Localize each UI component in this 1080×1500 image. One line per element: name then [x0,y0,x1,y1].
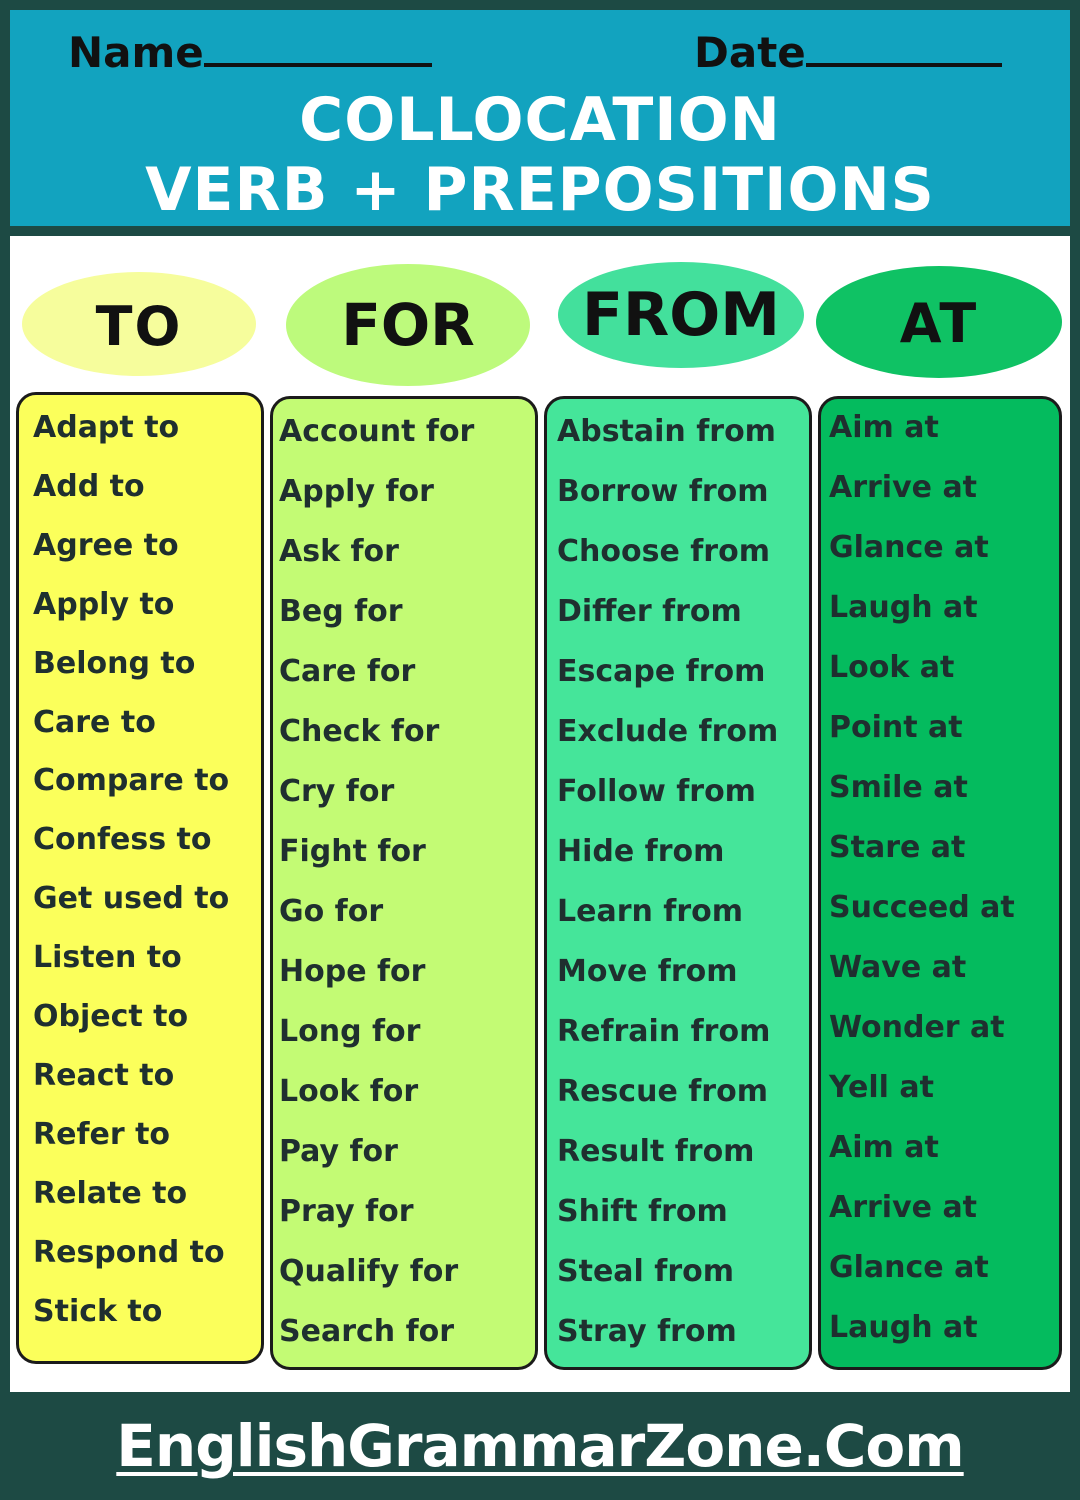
collocation-item: Pray for [279,1194,414,1229]
collocation-item: Cry for [279,774,395,809]
collocation-item: Steal from [557,1254,734,1289]
collocation-item: Aim at [829,410,939,445]
collocation-item: Apply for [279,474,434,509]
collocation-item: Glance at [829,530,989,565]
name-label: Name [68,28,204,77]
header-banner [10,10,1070,226]
collocation-item: Stick to [33,1294,163,1329]
site-url: EnglishGrammarZone.Com [116,1412,964,1480]
collocation-item: Long for [279,1014,421,1049]
collocation-item: Apply to [33,587,175,622]
collocation-item: Care for [279,654,416,689]
collocation-item: Learn from [557,894,744,929]
collocation-item: Account for [279,414,475,449]
footer-banner [10,1402,1070,1490]
collocation-item: Rescue from [557,1074,768,1109]
collocation-item: Choose from [557,534,770,569]
collocation-item: Laugh at [829,590,978,625]
collocation-item: Wonder at [829,1010,1005,1045]
name-blank-line [204,33,432,67]
collocation-item: Pay for [279,1134,398,1169]
column-to [16,392,264,1364]
collocation-item: Shift from [557,1194,728,1229]
collocation-item: Agree to [33,528,179,563]
title-line-1: COLLOCATION [299,85,781,155]
column-for [270,396,538,1370]
content-panel [10,236,1070,1392]
collocation-item: Fight for [279,834,426,869]
collocation-item: Go for [279,894,384,929]
collocation-item: Move from [557,954,738,989]
heading-at: AT [899,292,979,355]
collocation-item: Get used to [33,881,230,916]
collocation-item: Glance at [829,1250,989,1285]
date-field [694,28,1002,77]
collocation-item: Aim at [829,1130,939,1165]
collocation-item: Check for [279,714,440,749]
column-from [544,396,812,1370]
collocation-item: Point at [829,710,963,745]
collocation-item: Confess to [33,822,212,857]
date-label: Date [694,28,806,77]
collocation-item: Arrive at [829,1190,978,1225]
collocation-item: Stare at [829,830,966,865]
collocation-item: React to [33,1058,175,1093]
heading-oval-from [558,262,804,368]
heading-to: TO [95,295,183,358]
name-field [68,28,432,77]
heading-from: FROM [582,280,780,350]
collocation-item: Succeed at [829,890,1015,925]
collocation-item: Exclude from [557,714,779,749]
collocation-item: Result from [557,1134,755,1169]
collocation-item: Laugh at [829,1310,978,1345]
collocation-item: Escape from [557,654,766,689]
collocation-item: Belong to [33,646,196,681]
collocation-item: Adapt to [33,410,180,445]
collocation-item: Abstain from [557,414,776,449]
title-line-2: VERB + PREPOSITIONS [145,155,935,225]
collocation-item: Ask for [279,534,399,569]
column-at [818,396,1062,1370]
collocation-item: Beg for [279,594,403,629]
collocation-item: Hide from [557,834,725,869]
collocation-item: Yell at [829,1070,934,1105]
heading-oval-at [816,266,1062,378]
collocation-item: Smile at [829,770,968,805]
collocation-item: Look for [279,1074,419,1109]
collocation-item: Care to [33,705,156,740]
collocation-item: Search for [279,1314,455,1349]
collocation-item: Look at [829,650,955,685]
collocation-item: Qualify for [279,1254,459,1289]
collocation-item: Follow from [557,774,756,809]
collocation-item: Object to [33,999,189,1034]
collocation-item: Compare to [33,763,230,798]
heading-for: FOR [341,291,475,359]
heading-oval-to [22,272,256,376]
collocation-item: Hope for [279,954,426,989]
collocation-item: Add to [33,469,145,504]
collocation-item: Wave at [829,950,967,985]
collocation-item: Differ from [557,594,742,629]
collocation-item: Refrain from [557,1014,771,1049]
heading-oval-for [286,264,530,386]
date-blank-line [806,33,1002,67]
collocation-item: Respond to [33,1235,225,1270]
collocation-item: Refer to [33,1117,171,1152]
collocation-item: Borrow from [557,474,769,509]
collocation-item: Stray from [557,1314,737,1349]
collocation-item: Relate to [33,1176,188,1211]
collocation-item: Listen to [33,940,182,975]
collocation-item: Arrive at [829,470,978,505]
